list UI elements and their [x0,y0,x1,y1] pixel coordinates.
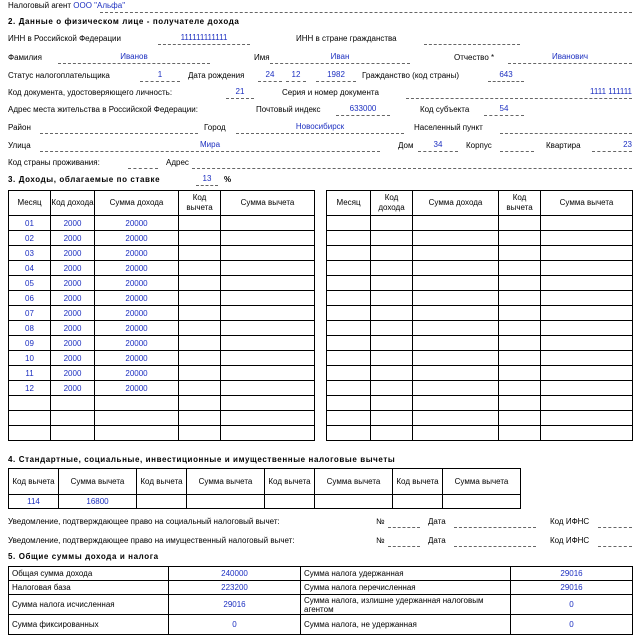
country-residence-label: Код страны проживания: [8,158,100,167]
deduction-sum-cell[interactable] [221,291,315,306]
income-code-cell[interactable]: 2000 [51,276,95,291]
totals-label-left: Сумма фиксированных [9,615,169,635]
ded-sum-2[interactable] [187,495,265,509]
patronymic-field[interactable]: Иванович [508,52,632,64]
income-code-cell[interactable]: 2000 [51,246,95,261]
totals-value-right[interactable]: 0 [511,615,633,635]
month-cell[interactable] [9,411,51,426]
postcode-label: Почтовый индекс [256,105,321,114]
deduction-code-cell[interactable] [179,351,221,366]
income-sum-cell[interactable] [413,351,499,366]
table-row [9,216,315,231]
income-sum-cell[interactable] [413,366,499,381]
district-label: Район [8,123,31,132]
section4-title: 4. Стандартные, социальные, инвестиционные и имущественные налоговые вычеты [8,455,396,464]
income-sum-cell[interactable] [95,426,179,441]
deduction-code-cell[interactable] [499,291,541,306]
month-cell[interactable]: 04 [9,261,51,276]
income-sum-cell[interactable]: 20000 [95,276,179,291]
income-sum-cell[interactable] [413,276,499,291]
totals-label-right: Сумма налога удержанная [301,567,511,581]
name-field[interactable]: Иван [270,52,410,64]
surname-field[interactable]: Иванов [58,52,210,64]
table-row [327,276,633,291]
income-code-cell[interactable] [371,396,413,411]
house-field[interactable]: 34 [418,140,458,152]
income-code-cell[interactable] [371,231,413,246]
deduction-code-cell[interactable] [179,426,221,441]
income-code-cell[interactable] [371,306,413,321]
table-row [327,366,633,381]
deduction-sum-cell[interactable] [541,261,633,276]
totals-value-right[interactable]: 29016 [511,581,633,595]
header-month-right: Месяц [327,191,371,216]
deduction-sum-cell[interactable] [221,426,315,441]
month-cell[interactable] [327,276,371,291]
deduction-sum-cell[interactable] [541,246,633,261]
citizenship-field[interactable]: 643 [488,70,524,82]
income-sum-cell[interactable]: 20000 [95,366,179,381]
deduction-code-cell[interactable] [499,231,541,246]
deduction-sum-cell[interactable] [541,411,633,426]
income-code-cell[interactable] [51,426,95,441]
table-row [9,396,315,411]
deduction-sum-cell[interactable] [221,261,315,276]
flat-label: Квартира [546,141,581,150]
month-cell[interactable] [327,366,371,381]
income-table-left [8,190,315,441]
section5-title: 5. Общие суммы дохода и налога [8,552,159,561]
table-row [9,276,315,291]
notice-property-date-label: Дата [428,536,446,545]
ded-header-sum-2: Сумма вычета [187,469,265,495]
income-code-cell[interactable] [371,381,413,396]
income-sum-cell[interactable] [413,381,499,396]
header-income-sum-right: Сумма дохода [413,191,499,216]
income-sum-cell[interactable] [413,396,499,411]
table-row [9,291,315,306]
month-cell[interactable] [327,426,371,441]
ded-header-code-4: Код вычета [393,469,443,495]
table-row [9,261,315,276]
income-sum-cell[interactable] [413,426,499,441]
income-code-cell[interactable] [51,411,95,426]
income-code-cell[interactable]: 2000 [51,366,95,381]
table-row [327,231,633,246]
month-cell[interactable]: 06 [9,291,51,306]
deduction-code-cell[interactable] [179,246,221,261]
income-code-cell[interactable]: 2000 [51,261,95,276]
month-cell[interactable]: 12 [9,381,51,396]
income-code-cell[interactable] [371,261,413,276]
deduction-sum-cell[interactable] [221,216,315,231]
dob-month-field[interactable]: 12 [286,70,306,82]
doc-series-field[interactable]: 1111 111111 [406,87,632,99]
deduction-code-cell[interactable] [179,216,221,231]
doc-code-field[interactable]: 21 [226,87,254,99]
section3-title [8,175,160,184]
totals-row [9,615,633,635]
totals-row [9,567,633,581]
deduction-code-cell[interactable] [499,216,541,231]
totals-value-left[interactable]: 223200 [169,581,301,595]
month-cell[interactable]: 07 [9,306,51,321]
month-cell[interactable] [327,336,371,351]
income-sum-cell[interactable]: 20000 [95,216,179,231]
month-cell[interactable]: 11 [9,366,51,381]
income-code-cell[interactable] [371,216,413,231]
income-code-cell[interactable] [371,411,413,426]
ded-sum-4[interactable] [443,495,521,509]
table-row [327,351,633,366]
postcode-field[interactable]: 633000 [336,104,390,116]
table-row [327,426,633,441]
table-row [327,306,633,321]
surname-label: Фамилия [8,53,42,62]
notice-property-date-field[interactable] [454,535,536,547]
deduction-sum-cell[interactable] [221,231,315,246]
notice-property-label: Уведомление, подтверждающее право на имущественный налоговый вычет: [8,536,295,545]
deduction-code-cell[interactable] [179,336,221,351]
street-label: Улица [8,141,31,150]
deduction-code-cell[interactable] [499,336,541,351]
table-row [9,306,315,321]
deduction-code-cell[interactable] [179,411,221,426]
table-row [9,411,315,426]
month-cell[interactable] [327,381,371,396]
income-sum-cell[interactable]: 20000 [95,261,179,276]
deduction-code-cell[interactable] [179,381,221,396]
deduction-code-cell[interactable] [179,231,221,246]
income-code-cell[interactable] [371,351,413,366]
deduction-sum-cell[interactable] [221,321,315,336]
deduction-code-cell[interactable] [499,321,541,336]
table-row [9,321,315,336]
deduction-code-cell[interactable] [499,396,541,411]
header-deduction-sum: Сумма вычета [221,191,315,216]
income-code-cell[interactable] [371,426,413,441]
table-row [9,426,315,441]
house-label: Дом [398,141,414,150]
month-cell[interactable] [327,246,371,261]
income-sum-cell[interactable] [413,321,499,336]
deduction-sum-cell[interactable] [541,231,633,246]
deduction-sum-cell[interactable] [221,246,315,261]
deduction-sum-cell[interactable] [221,366,315,381]
ded-code-1[interactable]: 114 [9,495,59,509]
deduction-sum-cell[interactable] [541,351,633,366]
deduction-code-cell[interactable] [499,426,541,441]
deduction-sum-cell[interactable] [541,291,633,306]
income-code-cell[interactable] [371,366,413,381]
table-row [327,321,633,336]
month-cell[interactable]: 10 [9,351,51,366]
status-label: Статус налогоплательщика [8,71,110,80]
table-row [327,381,633,396]
locality-field[interactable] [500,122,632,134]
totals-table [8,566,633,635]
deduction-sum-cell[interactable] [541,426,633,441]
country-residence-field[interactable] [128,157,158,169]
deduction-code-cell[interactable] [179,291,221,306]
month-cell[interactable] [9,426,51,441]
deduction-sum-cell[interactable] [221,306,315,321]
rate-unit: % [224,175,232,184]
dob-label: Дата рождения [188,71,245,80]
deduction-code-cell[interactable] [179,396,221,411]
notice-social-date-field[interactable] [454,516,536,528]
deduction-sum-cell[interactable] [221,276,315,291]
table-row [327,261,633,276]
month-cell[interactable] [327,351,371,366]
notice-social-num-label: № [376,517,385,526]
flat-field[interactable]: 23 [592,140,632,152]
deduction-code-cell[interactable] [499,366,541,381]
month-cell[interactable]: 01 [9,216,51,231]
dob-day-field[interactable]: 24 [258,70,282,82]
deduction-sum-cell[interactable] [541,336,633,351]
income-code-cell[interactable] [371,276,413,291]
deduction-sum-cell[interactable] [541,276,633,291]
header-deduction-sum-right: Сумма вычета [541,191,633,216]
income-code-cell[interactable] [51,396,95,411]
totals-label-right: Сумма налога, не удержанная [301,615,511,635]
citizenship-label: Гражданство (код страны) [362,71,459,80]
totals-value-left[interactable]: 240000 [169,567,301,581]
ded-code-2[interactable] [137,495,187,509]
street-field[interactable]: Мира [40,140,380,152]
tax-agent-underline [100,1,632,13]
income-sum-cell[interactable] [95,411,179,426]
notice-social-date-label: Дата [428,517,446,526]
income-sum-cell[interactable]: 20000 [95,306,179,321]
month-cell[interactable] [327,321,371,336]
month-cell[interactable] [327,231,371,246]
income-sum-cell[interactable] [413,336,499,351]
deduction-code-cell[interactable] [499,381,541,396]
income-sum-cell[interactable] [413,231,499,246]
month-cell[interactable]: 02 [9,231,51,246]
totals-label-right: Сумма налога перечисленная [301,581,511,595]
header-deduction-code-right: Код вычета [499,191,541,216]
table-row [327,411,633,426]
deduction-code-cell[interactable] [499,276,541,291]
income-code-cell[interactable]: 2000 [51,351,95,366]
income-code-cell[interactable]: 2000 [51,321,95,336]
notice-social-num-field[interactable] [388,516,420,528]
month-cell[interactable]: 09 [9,336,51,351]
building-label: Корпус [466,141,492,150]
city-field[interactable]: Новосибирск [236,122,404,134]
region-label: Код субъекта [420,105,470,114]
doc-code-label: Код документа, удостоверяющего личность: [8,88,173,97]
income-table-right [326,190,633,441]
notice-social-ifns-label: Код ИФНС [550,517,590,526]
header-deduction-code: Код вычета [179,191,221,216]
income-sum-cell[interactable]: 20000 [95,381,179,396]
header-income-code: Код дохода [51,191,95,216]
month-cell[interactable] [9,396,51,411]
notice-property-num-label: № [376,536,385,545]
month-cell[interactable] [327,261,371,276]
income-sum-cell[interactable]: 20000 [95,336,179,351]
totals-row [9,581,633,595]
deduction-code-cell[interactable] [499,246,541,261]
table-row [327,291,633,306]
table-row [327,216,633,231]
month-cell[interactable] [327,411,371,426]
deduction-code-cell[interactable] [179,306,221,321]
name-label: Имя [254,53,270,62]
income-sum-cell[interactable] [413,291,499,306]
deduction-sum-cell[interactable] [541,306,633,321]
income-code-cell[interactable] [371,321,413,336]
income-sum-cell[interactable]: 20000 [95,231,179,246]
notice-social-label: Уведомление, подтверждающее право на социальный налоговый вычет: [8,517,280,526]
month-cell[interactable]: 05 [9,276,51,291]
locality-label: Населенный пункт [414,123,483,132]
deduction-sum-cell[interactable] [541,216,633,231]
ded-code-4[interactable] [393,495,443,509]
deduction-code-cell[interactable] [499,351,541,366]
deduction-sum-cell[interactable] [221,411,315,426]
income-sum-cell[interactable]: 20000 [95,291,179,306]
income-sum-cell[interactable]: 20000 [95,246,179,261]
table-row [9,381,315,396]
ded-header-code-3: Код вычета [265,469,315,495]
rate-field[interactable]: 13 [196,174,218,186]
building-field[interactable] [500,140,534,152]
deduction-code-cell[interactable] [499,261,541,276]
ded-sum-1[interactable]: 16800 [59,495,137,509]
table-row [327,246,633,261]
month-cell[interactable]: 03 [9,246,51,261]
income-sum-cell[interactable]: 20000 [95,351,179,366]
notice-property-ifns-field[interactable] [598,535,632,547]
deduction-code-cell[interactable] [179,276,221,291]
deduction-sum-cell[interactable] [221,336,315,351]
income-sum-cell[interactable] [413,411,499,426]
ded-header-code-1: Код вычета [9,469,59,495]
doc-series-label: Серия и номер документа [282,88,379,97]
income-code-cell[interactable]: 2000 [51,336,95,351]
notice-social-ifns-field[interactable] [598,516,632,528]
totals-row [9,595,633,615]
address-label: Адрес места жительства в Российской Федерации: [8,105,198,114]
table-row [327,336,633,351]
income-code-cell[interactable]: 2000 [51,231,95,246]
totals-label-right: Сумма налога, излишне удержанная налоговым агентом [301,595,511,615]
month-cell[interactable] [327,306,371,321]
income-sum-cell[interactable] [413,216,499,231]
deduction-code-cell[interactable] [499,306,541,321]
income-sum-cell[interactable] [413,306,499,321]
district-field[interactable] [40,122,198,134]
patronymic-label: Отчество * [454,53,495,62]
tax-agent-value: ООО "Альфа" [73,1,126,10]
table-row [9,351,315,366]
totals-label-left: Общая сумма дохода [9,567,169,581]
month-cell[interactable] [327,291,371,306]
deduction-code-cell[interactable] [179,366,221,381]
income-sum-cell[interactable] [413,246,499,261]
inn-rf-field[interactable]: 111111111111 [158,33,250,45]
ded-header-sum-4: Сумма вычета [443,469,521,495]
dob-year-field[interactable]: 1982 [316,70,356,82]
ded-header-code-2: Код вычета [137,469,187,495]
inn-foreign-field[interactable] [424,33,520,45]
totals-label-left: Сумма налога исчисленная [9,595,169,615]
income-sum-cell[interactable] [413,261,499,276]
deduction-sum-cell[interactable] [541,366,633,381]
totals-value-right[interactable]: 0 [511,595,633,615]
table-row [9,336,315,351]
inn-foreign-label: ИНН в стране гражданства [296,34,397,43]
notice-property-ifns-label: Код ИФНС [550,536,590,545]
ded-sum-3[interactable] [315,495,393,509]
income-code-cell[interactable]: 2000 [51,381,95,396]
deduction-code-cell[interactable] [179,321,221,336]
income-sum-cell[interactable] [95,396,179,411]
city-label: Город [204,123,226,132]
ded-header-sum-1: Сумма вычета [59,469,137,495]
tax-agent-label: Налоговый агент [8,1,72,10]
region-field[interactable]: 54 [484,104,524,116]
month-cell[interactable]: 08 [9,321,51,336]
header-month: Месяц [9,191,51,216]
ded-header-sum-3: Сумма вычета [315,469,393,495]
deduction-sum-cell[interactable] [541,321,633,336]
table-row [9,246,315,261]
header-income-code-right: Код дохода [371,191,413,216]
status-field[interactable]: 1 [140,70,180,82]
totals-value-right[interactable]: 29016 [511,567,633,581]
address2-field[interactable] [192,157,632,169]
deduction-sum-cell[interactable] [541,396,633,411]
deductions-table [8,468,521,509]
totals-label-left: Налоговая база [9,581,169,595]
income-code-cell[interactable] [371,291,413,306]
month-cell[interactable] [327,216,371,231]
section2-title: 2. Данные о физическом лице - получателе дохода [8,17,240,26]
deduction-code-cell[interactable] [499,411,541,426]
table-row [9,366,315,381]
deduction-code-cell[interactable] [179,261,221,276]
totals-value-left[interactable]: 29016 [169,595,301,615]
section3-title-text: 3. Доходы, облагаемые по ставке [8,175,161,184]
income-code-cell[interactable] [371,246,413,261]
totals-value-left[interactable]: 0 [169,615,301,635]
month-cell[interactable] [327,396,371,411]
ded-code-3[interactable] [265,495,315,509]
income-code-cell[interactable]: 2000 [51,216,95,231]
income-code-cell[interactable]: 2000 [51,306,95,321]
income-code-cell[interactable]: 2000 [51,291,95,306]
deduction-sum-cell[interactable] [221,381,315,396]
deduction-sum-cell[interactable] [541,381,633,396]
income-sum-cell[interactable]: 20000 [95,321,179,336]
address2-label: Адрес [166,158,189,167]
deduction-sum-cell[interactable] [221,351,315,366]
notice-property-num-field[interactable] [388,535,420,547]
header-income-sum: Сумма дохода [95,191,179,216]
deduction-sum-cell[interactable] [221,396,315,411]
inn-rf-label: ИНН в Российской Федерации [8,34,121,43]
table-row [9,231,315,246]
income-code-cell[interactable] [371,336,413,351]
table-row [327,396,633,411]
